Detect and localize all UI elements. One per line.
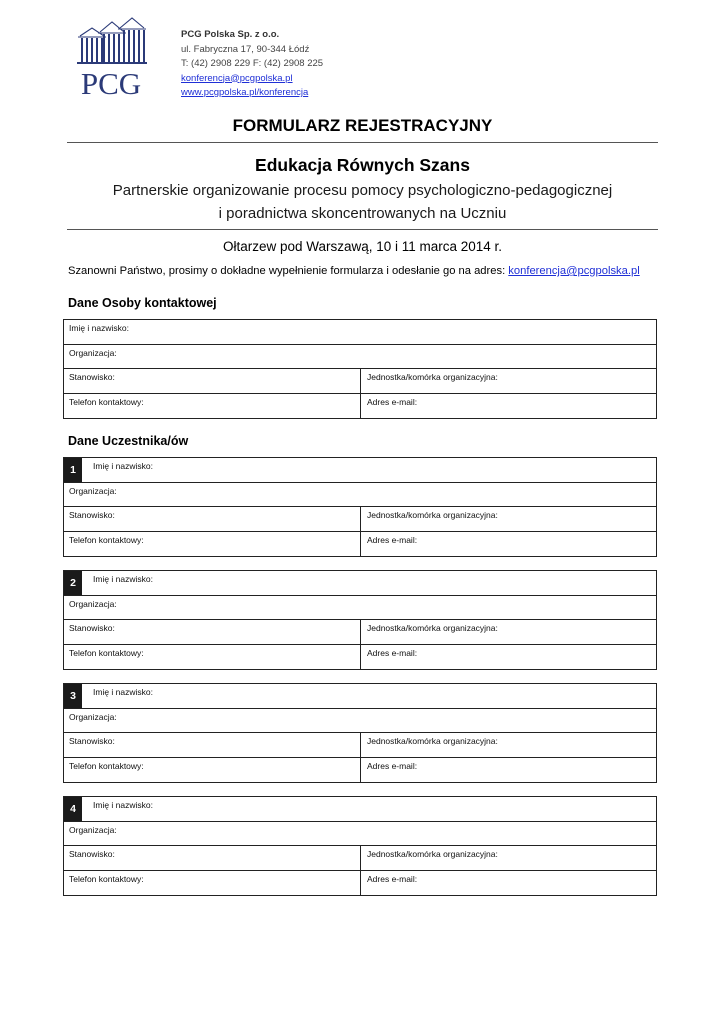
- form-title: FORMULARZ REJESTRACYJNY: [232, 116, 493, 135]
- field-label-name: Imię i nazwisko:: [93, 687, 153, 697]
- field-label-name: Imię i nazwisko:: [69, 323, 129, 333]
- form-row-organization[interactable]: [64, 345, 656, 370]
- form-row-phone-email[interactable]: [64, 871, 656, 896]
- divider: [67, 142, 658, 143]
- form-row-organization[interactable]: [64, 596, 656, 621]
- field-label-organization: Organizacja:: [69, 598, 117, 609]
- field-label-name: Imię i nazwisko:: [93, 800, 153, 810]
- svg-text:PCG: PCG: [80, 66, 142, 96]
- company-info: [181, 28, 323, 101]
- form-row-name[interactable]: [64, 684, 656, 709]
- field-label-phone: Telefon kontaktowy:: [69, 647, 144, 658]
- field-label-organization: Organizacja:: [69, 824, 117, 835]
- intro-message: Szanowni Państwo, prosimy o dokładne wypełnienie formularza i odesłanie go na adres:: [68, 265, 506, 277]
- company-name: PCG Polska Sp. z o.o.: [181, 29, 280, 40]
- field-label-position: Stanowisko:: [69, 372, 115, 382]
- participant-form-1: [63, 457, 657, 557]
- field-label-unit: Jednostka/komórka organizacyjna:: [367, 510, 498, 520]
- field-label-position: Stanowisko:: [69, 510, 115, 520]
- field-label-organization: Organizacja:: [69, 347, 117, 358]
- field-label-email: Adres e-mail:: [367, 647, 418, 658]
- field-label-position: Stanowisko:: [69, 849, 115, 859]
- event-place-date: Ołtarzew pod Warszawą, 10 i 11 marca 2014 r.: [222, 239, 503, 254]
- pcg-logo-graphic: [70, 16, 152, 96]
- contact-section-title: Dane Osoby kontaktowej: [68, 296, 217, 310]
- form-row-phone-email[interactable]: [64, 645, 656, 670]
- field-label-phone: Telefon kontaktowy:: [69, 534, 144, 545]
- form-row-name[interactable]: [64, 571, 656, 596]
- form-row-position-unit[interactable]: [64, 846, 656, 871]
- form-row-position-unit[interactable]: [64, 620, 656, 645]
- field-label-email: Adres e-mail:: [367, 873, 418, 884]
- form-row-phone-email[interactable]: [64, 532, 656, 557]
- event-subtitle-line2: i poradnictwa skoncentrowanych na Uczniu: [218, 205, 507, 222]
- field-label-unit: Jednostka/komórka organizacyjna:: [367, 849, 498, 859]
- pcg-logo: [70, 16, 152, 96]
- company-email-link[interactable]: konferencja@pcgpolska.pl: [181, 72, 293, 84]
- participants-section-title: Dane Uczestnika/ów: [68, 434, 189, 448]
- form-row-phone-email[interactable]: [64, 758, 656, 783]
- field-label-phone: Telefon kontaktowy:: [69, 760, 144, 771]
- participant-number-badge: 2: [64, 571, 82, 595]
- participant-number-badge: 4: [64, 797, 82, 821]
- field-label-organization: Organizacja:: [69, 711, 117, 722]
- form-row-position-unit[interactable]: [64, 507, 656, 532]
- intro-email-link[interactable]: konferencja@pcgpolska.pl: [508, 265, 640, 277]
- field-label-unit: Jednostka/komórka organizacyjna:: [367, 736, 498, 746]
- contact-form: [63, 319, 657, 419]
- field-label-name: Imię i nazwisko:: [93, 461, 153, 471]
- participant-number-badge: 1: [64, 458, 82, 482]
- form-row-name[interactable]: [64, 458, 656, 483]
- form-row-organization[interactable]: [64, 822, 656, 847]
- field-label-unit: Jednostka/komórka organizacyjna:: [367, 372, 498, 382]
- field-label-phone: Telefon kontaktowy:: [69, 873, 144, 884]
- field-label-email: Adres e-mail:: [367, 534, 418, 545]
- form-row-phone-email[interactable]: [64, 394, 656, 419]
- field-label-phone: Telefon kontaktowy:: [69, 396, 144, 407]
- field-label-organization: Organizacja:: [69, 485, 117, 496]
- form-row-position-unit[interactable]: [64, 733, 656, 758]
- intro-text: [68, 265, 640, 277]
- form-row-organization[interactable]: [64, 709, 656, 734]
- field-label-email: Adres e-mail:: [367, 760, 418, 771]
- event-title: Edukacja Równych Szans: [255, 155, 470, 175]
- form-row-name[interactable]: [64, 797, 656, 822]
- company-address: ul. Fabryczna 17, 90-344 Łódź: [181, 43, 310, 55]
- event-subtitle-line1: Partnerskie organizowanie procesu pomocy psychologiczno-pedagogicznej: [112, 182, 613, 199]
- form-row-name[interactable]: [64, 320, 656, 345]
- participant-form-3: [63, 683, 657, 783]
- form-row-organization[interactable]: [64, 483, 656, 508]
- form-row-position-unit[interactable]: [64, 369, 656, 394]
- participant-number-badge: 3: [64, 684, 82, 708]
- field-label-unit: Jednostka/komórka organizacyjna:: [367, 623, 498, 633]
- divider: [67, 229, 658, 230]
- field-label-name: Imię i nazwisko:: [93, 574, 153, 584]
- field-label-position: Stanowisko:: [69, 623, 115, 633]
- field-label-position: Stanowisko:: [69, 736, 115, 746]
- field-label-email: Adres e-mail:: [367, 396, 418, 407]
- participant-form-4: [63, 796, 657, 896]
- company-phone: T: (42) 2908 229 F: (42) 2908 225: [181, 58, 324, 69]
- participant-form-2: [63, 570, 657, 670]
- company-website-link[interactable]: www.pcgpolska.pl/konferencja: [181, 87, 309, 98]
